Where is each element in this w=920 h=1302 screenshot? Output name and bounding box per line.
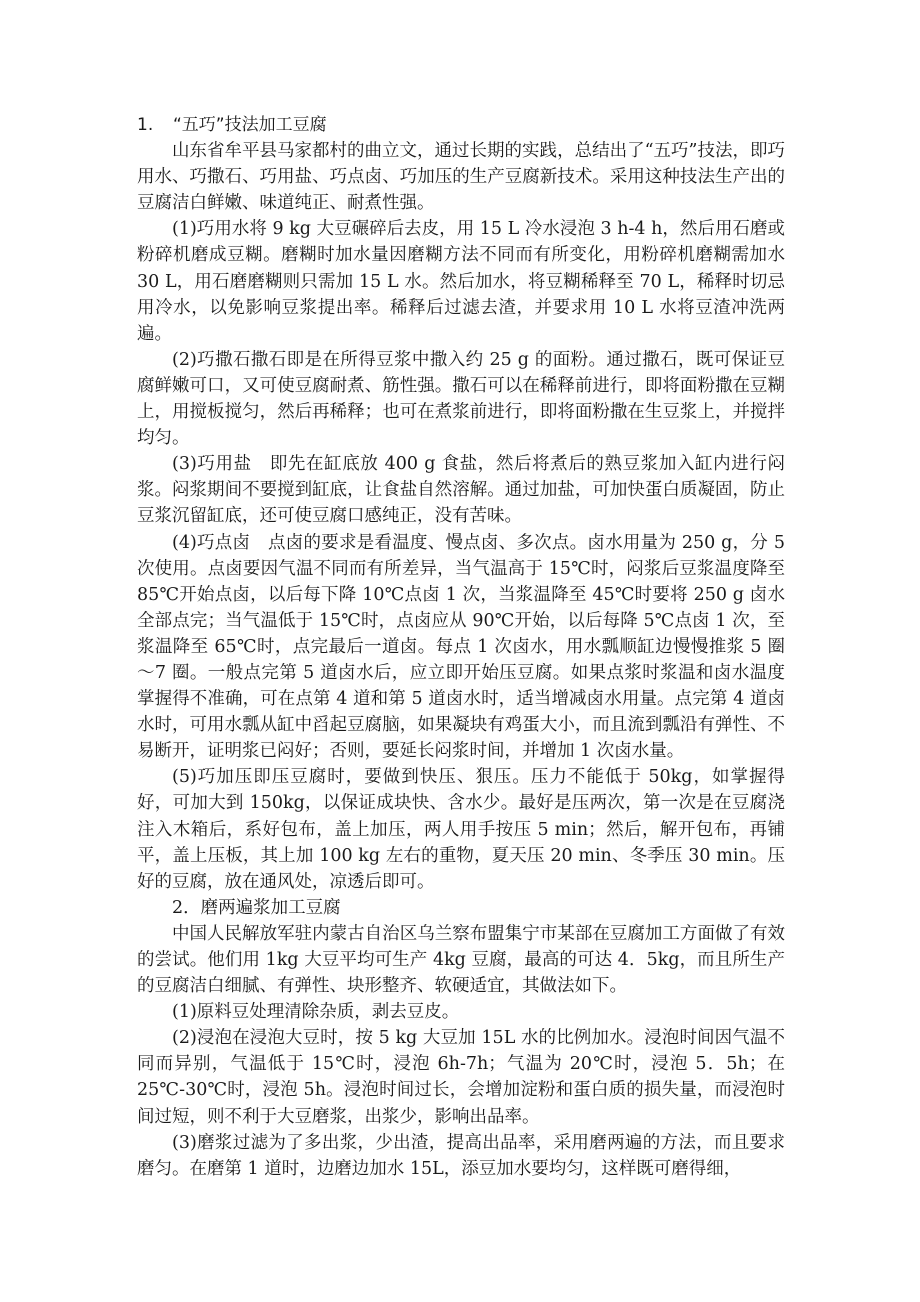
section-2-heading: 2．磨两遍浆加工豆腐 — [172, 897, 341, 918]
step-5-press: (5)巧加压即压豆腐时，要做到快压、狠压。压力不能低于 50kg，如掌握得好，可加大到 150kg，以保证成块快、含水少。最好是压两次，第一次是在豆腐浇注入木箱后，系好包布，盖上加压，两人用手按压 5 min；然后，解开包布，再铺平，盖上压板，其上加 100 kg 左右的重物，夏天压 20 min、冬季压 30 min。压好的豆腐，放在通风处，凉透后即可。 — [137, 767, 785, 892]
section-2-intro: 中国人民解放军驻内蒙古自治区乌兰察布盟集宁市某部在豆腐加工方面做了有效的尝试。他们用 1kg 大豆平均可生产 4kg 豆腐，最高的可达 4．5kg，而且所生产的豆腐洁白细腻、有弹性、块形整齐、软硬适宜，其做法如下。 — [137, 923, 785, 997]
s2-step-3: (3)磨浆过滤为了多出浆，少出渣，提高出品率，采用磨两遍的方法，而且要求磨匀。在磨第 1 道时，边磨边加水 15L，添豆加水要均匀，这样既可磨得细， — [137, 1132, 785, 1179]
step-4-brine: (4)巧点卤 点卤的要求是看温度、慢点卤、多次点。卤水用量为 250 g，分 5 次使用。点卤要因气温不同而有所差异，当气温高于 15℃时，闷浆后豆浆温度降至 85℃开始点卤，以后每下降 10℃点卤 1 次，当浆温降至 45℃时要将 250 g 卤水全部点完；当气温低于 15℃时，点卤应从 90℃开始，以后每降 5℃点卤 1 次，至浆温降至 65℃时，点完最后一道卤。每点 1 次卤水，用水瓢顺缸边慢慢推浆 5 圈～7 圈。一般点完第 5 道卤水后，应立即开始压豆腐。如果点浆时浆温和卤水温度掌握得不准确，可在点第 4 道和第 5 道卤水时，适当增减卤水用量。点完第 4 道卤水时，可用水瓢从缸中舀起豆腐脑，如果凝块有鸡蛋大小，而且流到瓢沿有弹性、不易断开，证明浆已闷好；否则，要延长闷浆时间，并增加 1 次卤水量。 — [137, 532, 785, 762]
section-1-intro — [137, 138, 785, 216]
intro-text: 村的曲立文，通过长期的实践，总结出了“五巧”技法，即巧用水、巧撒石、巧用盐、巧点卤、巧加压的生产豆腐新技术。采用这种技法生产出的豆腐洁白鲜嫩、味道纯正、耐煮性强。 — [137, 141, 785, 214]
document-page — [137, 112, 785, 1182]
step-3-salt: (3)巧用盐 即先在缸底放 400 g 食盐，然后将煮后的熟豆浆加入缸内进行闷浆。闷浆期间不要搅到缸底，让食盐自然溶解。通过加盐，可加快蛋白质凝固，防止豆浆沉留缸底，还可使豆腐口感纯正，没有苦味。 — [137, 454, 785, 527]
s2-step-1: (1)原料豆处理清除杂质，剥去豆皮。 — [172, 1002, 460, 1023]
step-1-water: (1)巧用水将 9 kg 大豆碾碎后去皮，用 15 L 冷水浸泡 3 h-4 h，然后用石磨或粉碎机磨成豆糊。磨糊时加水量因磨糊方法不同而有所变化，用粉碎机磨糊需加水 30 L，用石磨磨糊则只需加 15 L 水。然后加水，将豆糊稀释至 70 L，稀释时切忌用冷水，以免影响豆浆提出率。稀释后过滤去渣，并要求用 10 L 水将豆渣冲洗两遍。 — [137, 219, 785, 344]
intro-location: 山东省牟平县马家都 — [172, 141, 330, 162]
step-2-flour: (2)巧撒石撒石即是在所得豆浆中撒入约 25 g 的面粉。通过撒石，既可保证豆腐鲜嫩可口，又可使豆腐耐煮、筋性强。撒石可以在稀释前进行，即将面粉撒在豆糊上，用搅板搅匀，然后再稀释；也可在煮浆前进行，即将面粉撒在生豆浆上，并搅拌均匀。 — [137, 349, 785, 449]
section-1-heading — [137, 112, 785, 138]
s2-step-2: (2)浸泡在浸泡大豆时，按 5 kg 大豆加 15L 水的比例加水。浸泡时间因气温不同而异别，气温低于 15℃时，浸泡 6h-7h；气温为 20℃时，浸泡 5．5h；在 25℃-30℃时，浸泡 5h。浸泡时间过长，会增加淀粉和蛋白质的损失量，而浸泡时间过短，则不利于大豆磨浆，出浆少，影响出品率。 — [137, 1028, 785, 1127]
section-1-title: “五巧”技法加工豆腐 — [173, 115, 327, 135]
section-1-number: 1. — [137, 115, 154, 135]
